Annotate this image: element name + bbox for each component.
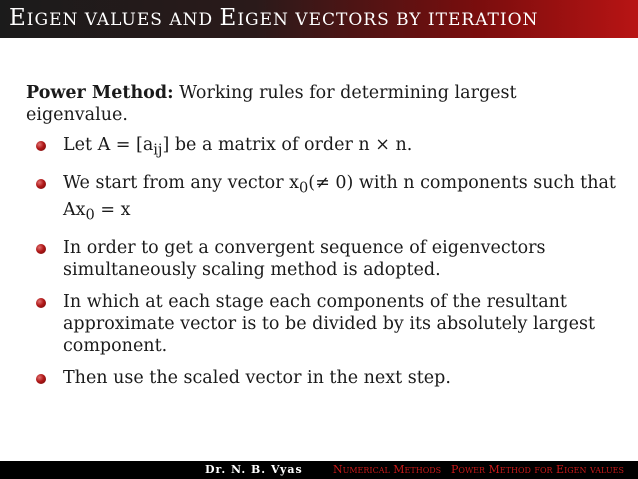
item-subscript: 0	[85, 206, 95, 224]
lead-heading: Power Method:	[26, 83, 174, 103]
bullet-icon	[36, 374, 46, 384]
bullet-icon	[36, 298, 46, 308]
title-text-1: IGEN VALUES AND	[26, 10, 220, 30]
item-text: = x	[94, 200, 131, 220]
item-text: Let A = [a	[63, 135, 154, 155]
bullet-icon	[36, 179, 46, 189]
footer-section: Power Method for Eigen values	[451, 463, 624, 476]
item-text: In order to get a convergent sequence of eigenvectors simultaneously scaling method is adopted.	[63, 237, 546, 280]
bullet-icon	[36, 244, 46, 254]
slide-title	[9, 5, 538, 31]
item-subscript: ij	[153, 141, 163, 159]
item-text: In which at each stage each components of the resultant approximate vector is to be divided by its absolutely largest component.	[63, 291, 595, 356]
title-initial-2: E	[219, 5, 238, 31]
lead-paragraph	[26, 82, 616, 126]
bullet-list	[26, 134, 616, 389]
title-initial-1: E	[9, 5, 27, 31]
footer-bar	[0, 461, 638, 479]
footer-course: Numerical Methods	[333, 463, 442, 476]
list-item	[26, 134, 616, 162]
footer-author: Dr. N. B. Vyas	[205, 463, 303, 476]
item-text: Then use the scaled vector in the next step.	[63, 367, 451, 388]
slide-content	[26, 82, 616, 399]
title-bar	[0, 0, 638, 38]
list-item	[26, 291, 616, 357]
lead-text: Working rules for determining largest eigenvalue.	[26, 83, 517, 125]
bullet-icon	[36, 141, 46, 151]
list-item	[26, 237, 616, 281]
list-item	[26, 172, 616, 227]
item-subscript: 0	[299, 179, 309, 196]
item-text: We start from any vector x	[63, 172, 299, 193]
item-text: ] be a matrix of order n × n.	[162, 135, 413, 155]
item-text: (≠ 0) with n components such that Ax	[63, 172, 616, 220]
list-item	[26, 367, 616, 389]
title-text-2: IGEN VECTORS BY ITERATION	[237, 10, 539, 30]
